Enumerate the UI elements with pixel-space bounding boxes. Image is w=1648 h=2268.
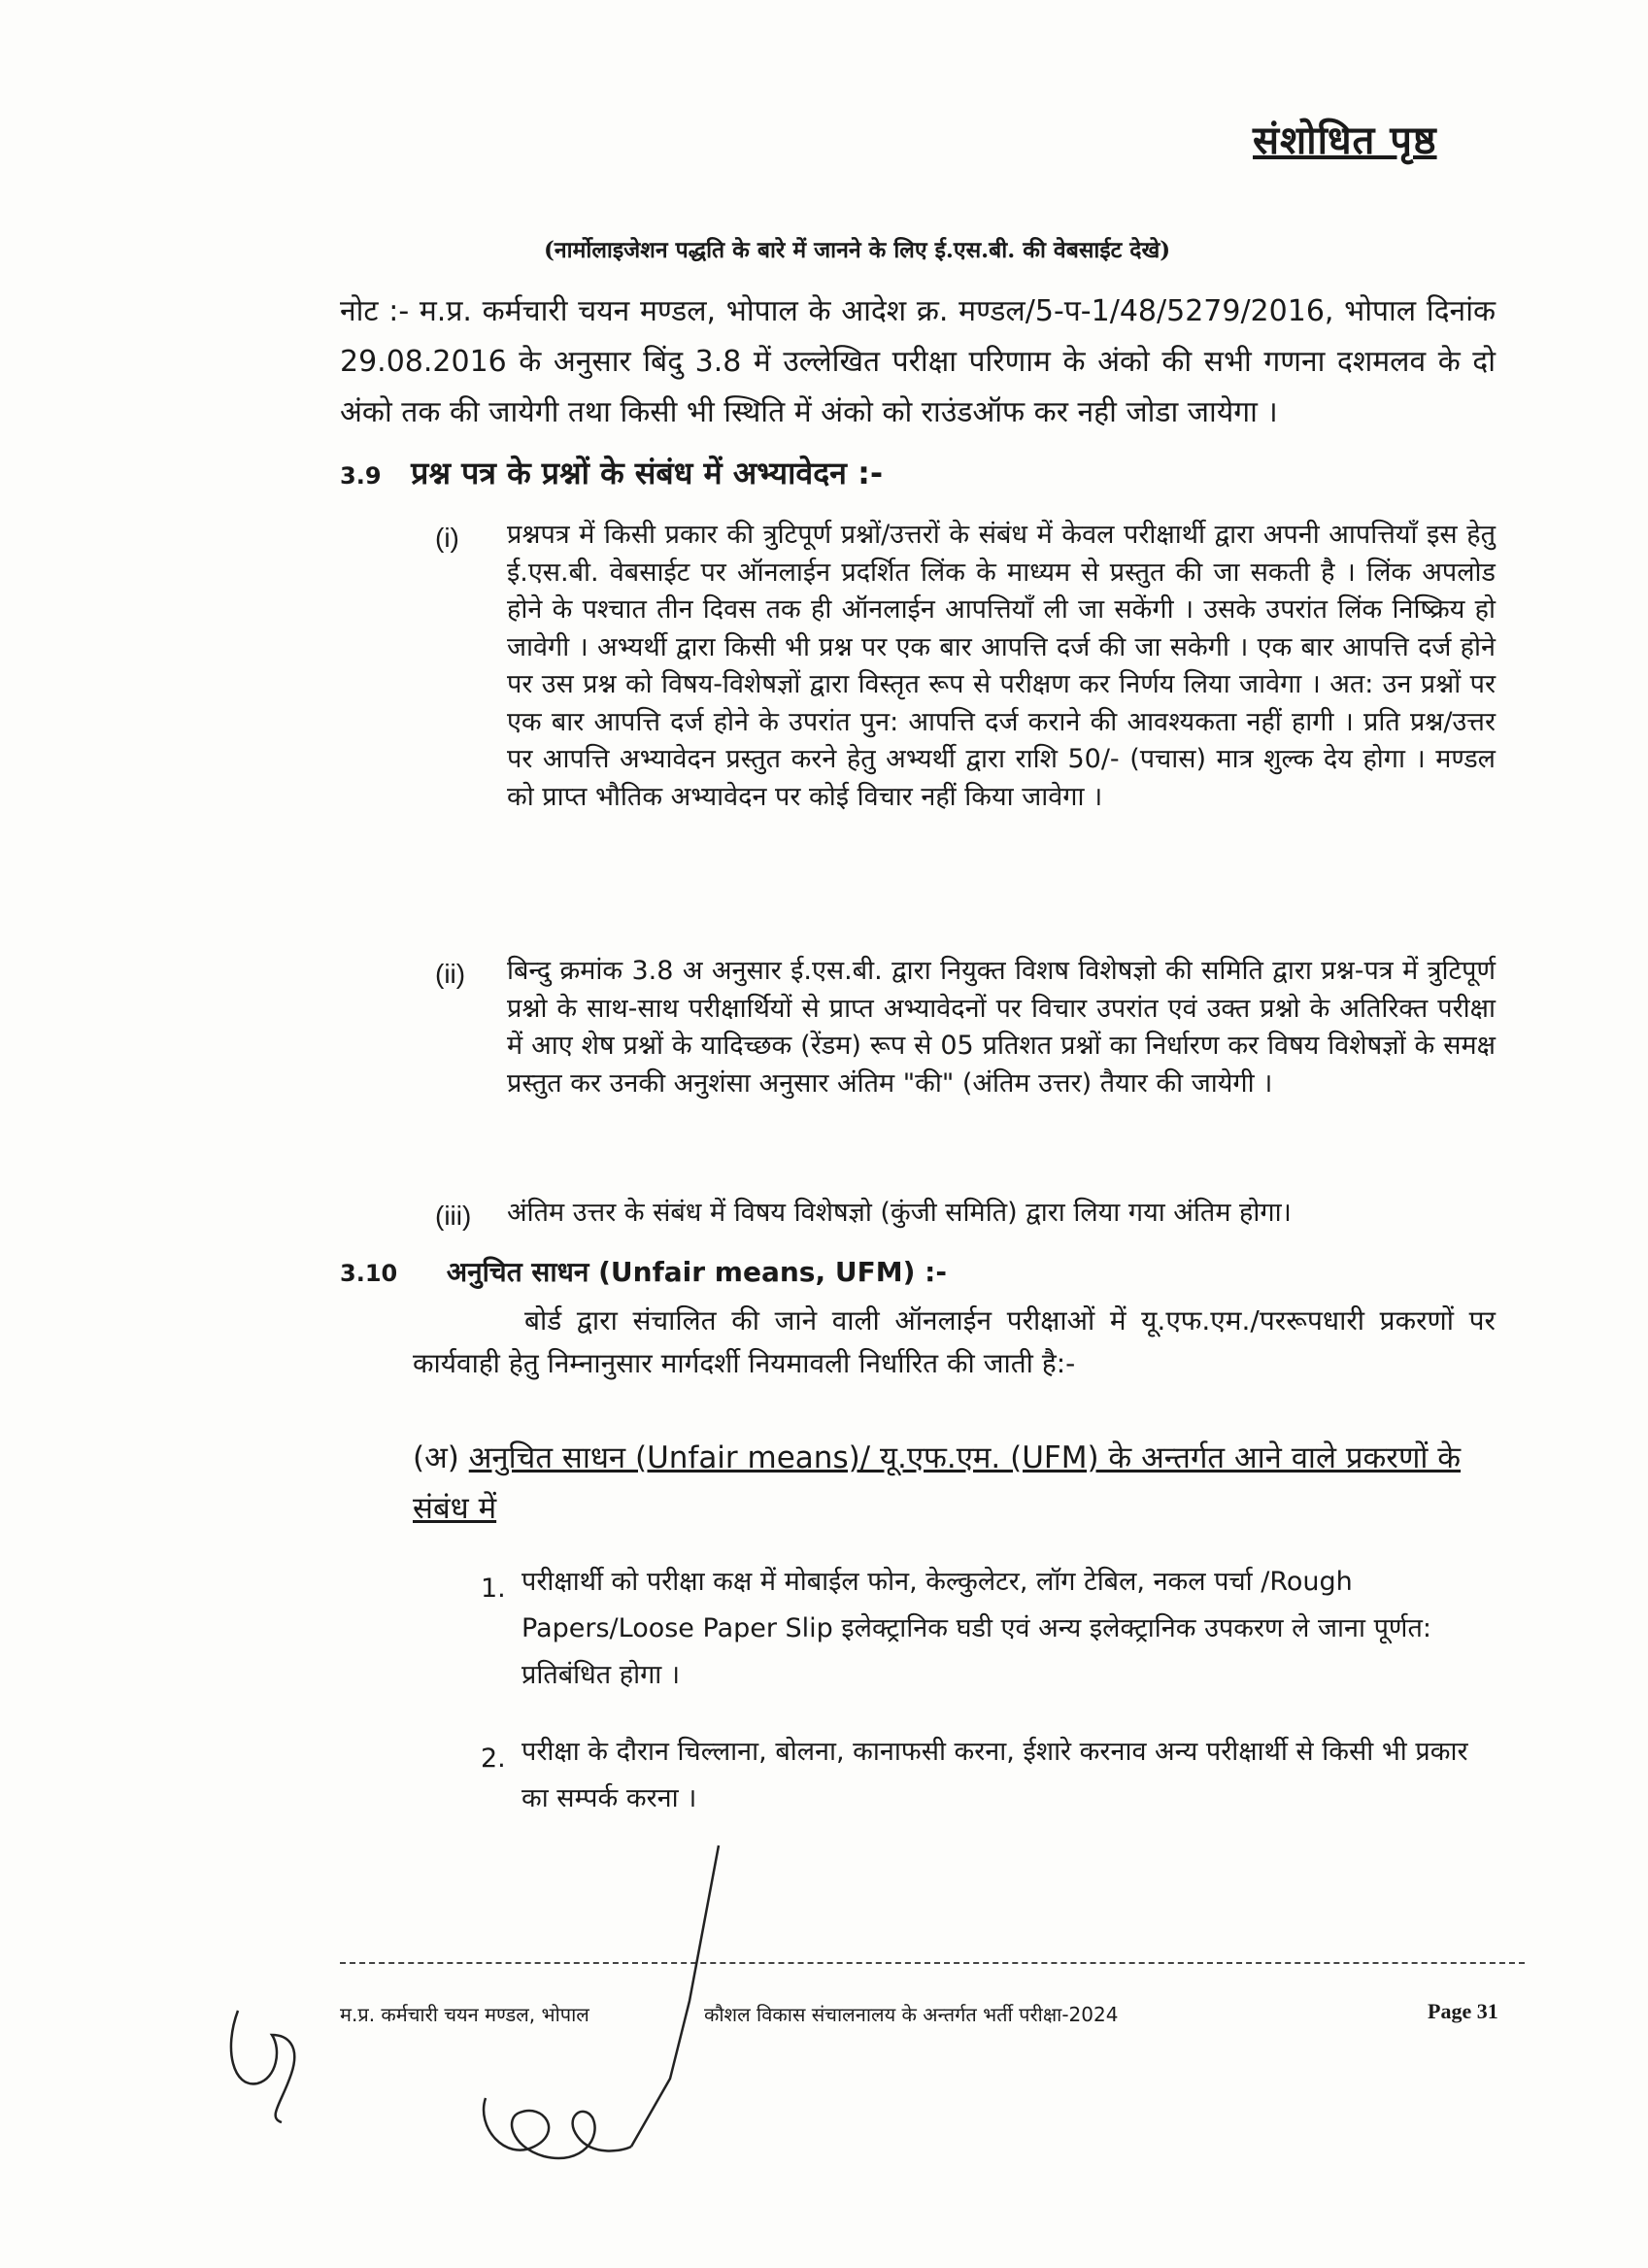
normalization-note: (नार्मोलाइजेशन पद्धति के बारे में जानने के लिए ई.एस.बी. की वेबसाईट देखे) [544,237,1171,263]
handwritten-signatures [214,1826,757,2195]
item-paragraph: अंतिम उत्तर के संबंध में विषय विशेषज्ञो (कुंजी समिति) द्वारा लिया गया अंतिम होगा। [507,1198,1292,1228]
section-3-10-heading [340,1253,947,1290]
list-number: 2. [481,1743,506,1774]
section-title: प्रश्न पत्र के प्रश्नों के संबंध में अभ्यावेदन :- [411,455,884,491]
page-number: Page 31 [1428,1999,1498,2023]
section-3-9-heading [340,452,883,493]
note-paragraph: नोट :- म.प्र. कर्मचारी चयन मण्डल, भोपाल के आदेश क्र. मण्डल/5-प-1/48/5279/2016, भोपाल दिनांक 29.08.2016 के अनुसार बिंदु 3.8 में उल्लेखित परीक्षा परिणाम के अंको की सभी गणना दशमलव के दो अंको तक की जायेगी तथा किसी भी स्थिति में अंको को राउंडऑफ कर नही जोडा जायेगा । [340,294,1496,429]
footer-org: म.प्र. कर्मचारी चयन मण्डल, भोपाल [340,2003,589,2026]
subsection-title: अनुचित साधन (Unfair means)/ यू.एफ.एम. (UFM) के अन्तर्गत आने वाले प्रकरणों के संबंध में [413,1440,1462,1526]
list-item: परीक्षार्थी को परीक्षा कक्ष में मोबाईल फोन, केल्कुलेटर, लॉग टेबिल, नकल पर्चा /Rough Papers/Loose Paper Slip इलेक्ट्रानिक घडी एवं अन्य इलेक्ट्रानिक उपकरण ले जाना पूर्णत: प्रतिबंधित होगा । [521,1567,1431,1690]
section-number: 3.10 [340,1260,398,1287]
item-paragraph: प्रश्नपत्र में किसी प्रकार की त्रुटिपूर्ण प्रश्नों/उत्तरों के संबंध में केवल परीक्षार्थी द्वारा अपनी आपत्तियाँ इस हेतु ई.एस.बी. वेबसाईट पर ऑनलाईन प्रदर्शित लिंक के माध्यम से प्रस्तुत की जा सकती है । लिंक अपलोड होने के पश्चात तीन दिवस तक ही ऑनलाईन आपत्तियाँ ली जा सकेंगी । उसके उपरांत लिंक निष्क्रिय हो जावेगी । अभ्यर्थी द्वारा किसी भी प्रश्न पर एक बार आपत्ति दर्ज की जा सकेगी । एक बार आपत्ति दर्ज होने पर उस प्रश्न को विषय-विशेषज्ञों द्वारा विस्तृत रूप से परीक्षण कर निर्णय लिया जावेगा । अत: उन प्रश्नों पर एक बार आपत्ति दर्ज होने के उपरांत पुन: आपत्ति दर्ज कराने की आवश्यकता नहीं हागी । प्रति प्रश्न/उत्तर पर आपत्ति अभ्यावेदन प्रस्तुत करने हेतु अभ्यर्थी द्वारा राशि 50/- (पचास) मात्र शुल्क देय होगा । मण्डल को प्राप्त भौतिक अभ्यावेदन पर कोई विचार नहीं किया जावेगा । [507,520,1496,812]
section-title: अनुचित साधन (Unfair means, UFM) :- [446,1256,947,1288]
item-number: (ii) [435,959,466,989]
section-number: 3.9 [340,462,382,490]
subsection-a-heading [413,1433,1496,1534]
list-item: परीक्षा के दौरान चिल्लाना, बोलना, कानाफसी करना, ईशारे करनाव अन्य परीक्षार्थी से किसी भी प्रकार का सम्पर्क करना । [521,1737,1468,1813]
item-number: (iii) [435,1201,472,1231]
item-number: (i) [435,523,459,553]
section-intro: बोर्ड द्वारा संचालित की जाने वाली ऑनलाईन परीक्षाओं में यू.एफ.एम./पररूपधारी प्रकरणों पर कार्यवाही हेतु निम्नानुसार मार्गदर्शी नियमावली निर्धारित की जाती है:- [413,1304,1496,1379]
footer-exam: कौशल विकास संचालनालय के अन्तर्गत भर्ती परीक्षा-2024 [704,2003,1119,2026]
subsection-label: (अ) [413,1440,459,1475]
item-paragraph: बिन्दु क्रमांक 3.8 अ अनुसार ई.एस.बी. द्वारा नियुक्त विशष विशेषज्ञो की समिति द्वारा प्रश्न-पत्र में त्रुटिपूर्ण प्रश्नो के साथ-साथ परीक्षार्थियों से प्राप्त अभ्यावेदनों पर विचार उपरांत एवं उक्त प्रश्नो के अतिरिक्त परीक्षा में आए शेष प्रश्नों के यादिच्छक (रेंडम) रूप से 05 प्रतिशत प्रश्नों का निर्धारण कर विषय विशेषज्ञों के समक्ष प्रस्तुत कर उनकी अनुशंसा अनुसार अंतिम "की" (अंतिम उत्तर) तैयार की जायेगी । [507,956,1496,1099]
revised-page-stamp: संशोधित पृष्ठ [1253,118,1437,163]
list-number: 1. [481,1574,506,1604]
